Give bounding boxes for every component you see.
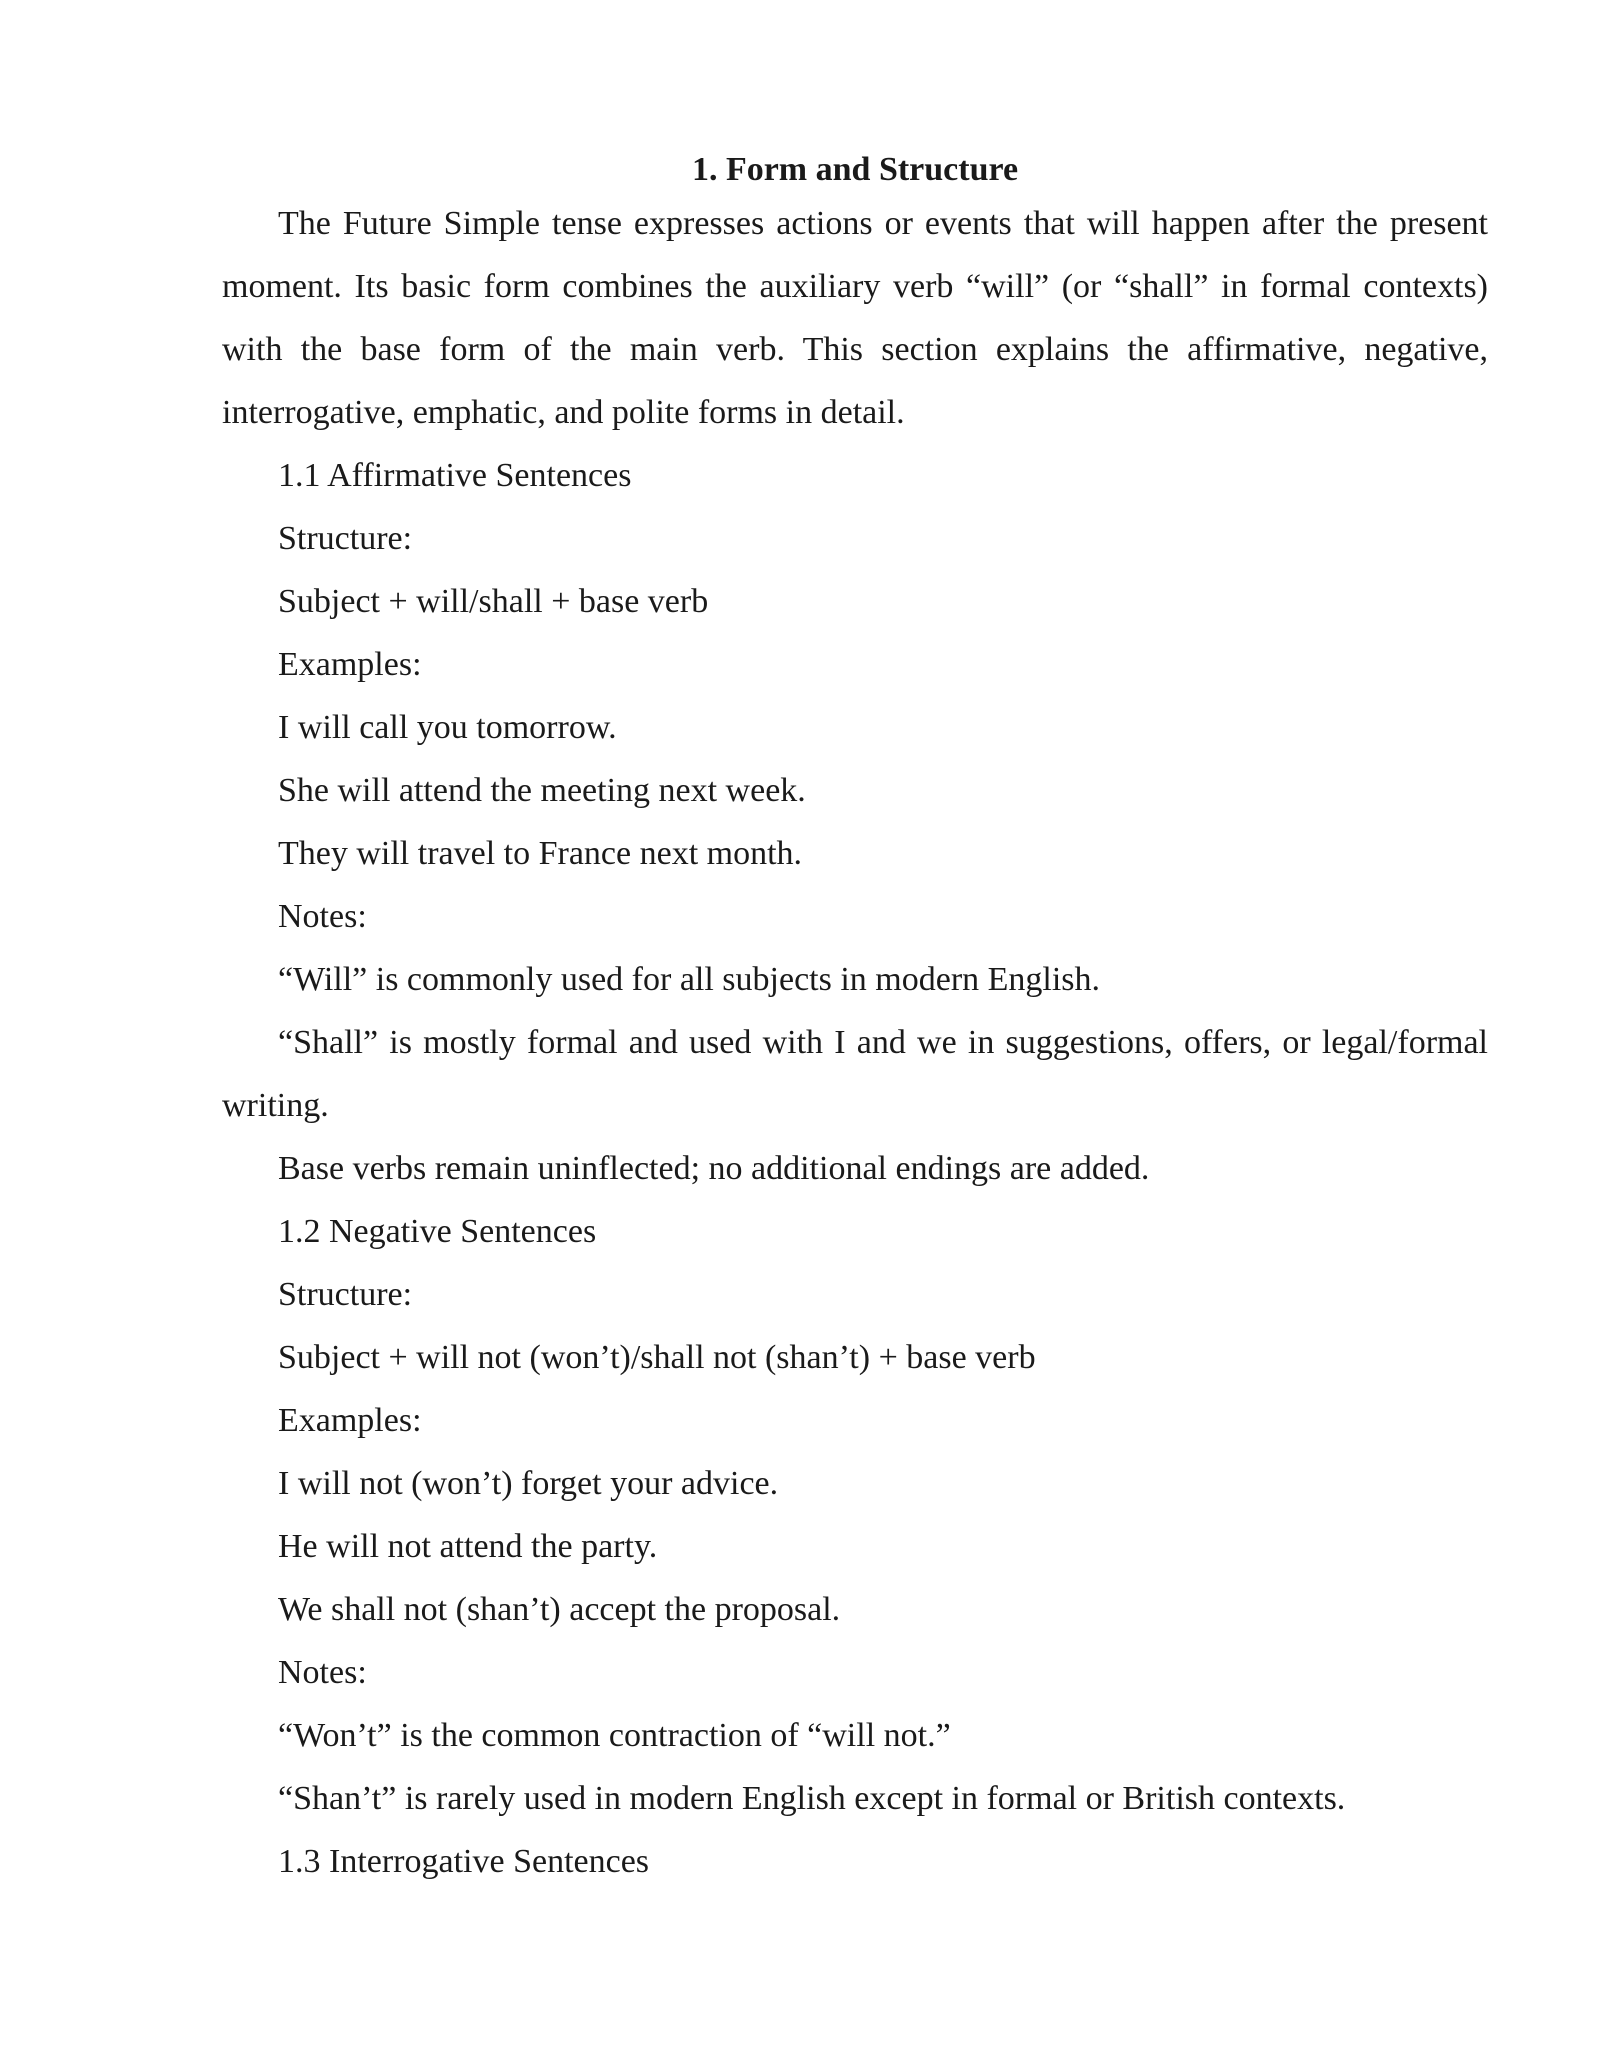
structure-formula: Subject + will/shall + base verb (278, 583, 709, 620)
example-line: I will not (won’t) forget your advice. (278, 1465, 779, 1502)
structure-label: Structure: (278, 520, 413, 557)
examples-label: Examples: (278, 1402, 422, 1439)
example-line: They will travel to France next month. (278, 835, 803, 872)
document-body (222, 148, 1488, 1893)
note-line: “Will” is commonly used for all subjects in modern English. (278, 961, 1101, 998)
intro-paragraph: The Future Simple tense expresses actions or events that will happen after the present moment. Its basic form combines the auxiliary verb “will” (or “shall” in formal contexts) with the base form of the main verb. This section explains the affirmative, negative, interrogative, emphatic, and polite forms in detail. (222, 205, 1488, 431)
example-line: He will not attend the party. (278, 1528, 658, 1565)
examples-label: Examples: (278, 646, 422, 683)
note-paragraph: “Shall” is mostly formal and used with I and we in suggestions, offers, or legal/formal writing. (222, 1024, 1488, 1124)
subsection-title-negative: 1.2 Negative Sentences (278, 1213, 597, 1250)
note-line: Base verbs remain uninflected; no additional endings are added. (278, 1150, 1150, 1187)
structure-label: Structure: (278, 1276, 413, 1313)
subsection-title-interrogative: 1.3 Interrogative Sentences (278, 1843, 650, 1880)
note-line: “Shan’t” is rarely used in modern English except in formal or British contexts. (278, 1780, 1346, 1817)
example-line: I will call you tomorrow. (278, 709, 617, 746)
notes-label: Notes: (278, 1654, 367, 1691)
example-line: She will attend the meeting next week. (278, 772, 806, 809)
example-line: We shall not (shan’t) accept the proposal. (278, 1591, 841, 1628)
notes-label: Notes: (278, 898, 367, 935)
subsection-title-affirmative: 1.1 Affirmative Sentences (278, 457, 632, 494)
note-line: “Won’t” is the common contraction of “will not.” (278, 1717, 951, 1754)
section-heading: 1. Form and Structure (691, 151, 1019, 188)
structure-formula: Subject + will not (won’t)/shall not (shan’t) + base verb (278, 1339, 1036, 1376)
